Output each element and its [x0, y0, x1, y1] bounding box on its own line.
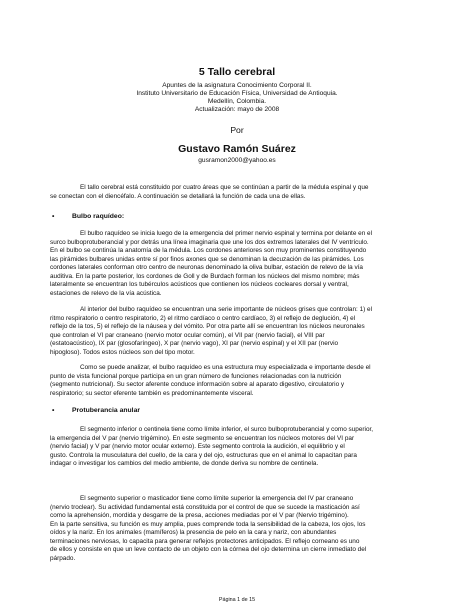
- paragraph: [50, 426, 436, 469]
- text-line: El segmento superior o masticador tiene como límite superior la emergencia del IV par craneano: [80, 495, 354, 502]
- bullet-icon: •: [52, 407, 55, 414]
- text-line: las pirámides bulbares unidas entre sí por finos axones que se denominan la decuzación de las pirámides. Los: [50, 255, 364, 263]
- intro-paragraph: [50, 184, 436, 201]
- text-line: punto de vista funcional porque participa en un gran número de funciones relacionadas con la nutrición: [50, 372, 342, 380]
- text-line: (estatoacústico), IX par (glosofaríngeo), X par (nervio vago), XI par (nervio espinal) y el XII par (nervio: [50, 340, 339, 348]
- section-heading-label: Protuberancia anular: [72, 407, 140, 414]
- author-name: Gustavo Ramón Suárez: [178, 143, 296, 155]
- text-line: como la aprehensión, mordida y desgarre de la presa, acciones mediadas por el V par (Nervio trigémino).: [50, 512, 349, 520]
- text-line: El bulbo raquídeo se inicia luego de la emergencia del primer nervio espinal y termina por delante en el: [80, 230, 373, 237]
- text-line: Al interior del bulbo raquídeo se encuentran una serie importante de núcleos grises que controlan: 1) el: [80, 306, 373, 313]
- text-line: párpado.: [50, 554, 76, 562]
- text-line: Como se puede analizar, el bulbo raquídeo es una estructura muy especializada e importante desde el: [80, 364, 371, 371]
- paragraph: [50, 306, 436, 357]
- text-line: indagar o investigar los cambios del medio ambiente, de donde deriva su nombre de centinela.: [50, 460, 319, 468]
- paragraph: [50, 364, 436, 398]
- by-label: Por: [230, 125, 244, 135]
- paragraph: [50, 495, 436, 563]
- subtitle-line: Instituto Universitario de Educación Física, Universidad de Antioquia.: [136, 90, 338, 97]
- text-line: terminaciones nerviosas, lo capacita para generar reflejos protectores anticipados. El reflejo corneano es uno: [50, 537, 360, 545]
- text-line: que controlan el VI par craneano (nervio motor ocular común), el VII par (nervio facial), el VIII par: [50, 331, 325, 339]
- paragraph: [50, 230, 436, 298]
- subtitle-line: Apuntes de la asignatura Conocimiento Corporal II.: [162, 82, 312, 89]
- subtitle-line: Medellín, Colombia.: [207, 98, 267, 105]
- text-line: (segmento nutricional). Su sector aferente conduce información sobre al aparato digestivo, circulatorio y: [50, 381, 345, 389]
- section-heading-bulbo: [52, 212, 124, 221]
- document-title: 5 Tallo cerebral: [198, 66, 276, 78]
- text-line: ritmo respiratorio o centro respiratorio, 2) el ritmo cardíaco o centro cardíaco, 3) el reflejo de deglución, 4) el: [50, 314, 356, 322]
- text-line: auditiva. En la parte posterior, los cordones de Goll y de Burdach forman los núcleos del mismo nombre; más: [50, 272, 360, 280]
- subtitle-line: Actualización: mayo de 2008: [194, 106, 280, 113]
- text-line: de ellos y consiste en que un leve contacto de un objeto con la córnea del ojo determina un cierre inmediato del: [50, 546, 367, 554]
- text-line: En el bulbo se continúa la anatomía de la médula. Los cordones anteriores son muy prominentes constituyendo: [50, 247, 367, 255]
- text-line: surco bulboprotuberancial y por detrás una línea imaginaria que une los dos extremos laterales del IV ventrículo.: [50, 238, 369, 246]
- text-line: (nervio troclear). Su actividad fundamental está constituida por el control de que se sucede la masticación así: [50, 503, 360, 511]
- text-line: gusto. Controla la musculatura del cuello, de la cara y del ojo, estructuras que en el animal lo capacitan para: [50, 451, 357, 459]
- text-line: hipogloso). Todos estos núcleos son del tipo motor.: [50, 348, 195, 356]
- text-line: la emergencia del V par (nervio trigémino). En este segmento se encuentran los núcleos motores del VI par: [50, 434, 355, 442]
- text-line: (nervio facial) y V par (nervio motor ocular externo). Este segmento controla la audición, el equilibrio y el: [50, 443, 345, 451]
- text-line: lateralmente se encuentran los tubérculos acústicos que contienen los núcleos cocleares dorsal y ventral,: [50, 281, 349, 289]
- bullet-icon: •: [52, 213, 55, 220]
- page-number: Página 1 de 15: [218, 597, 256, 603]
- author-email[interactable]: gusramon2000@yahoo.es: [198, 157, 276, 164]
- text-line: El tallo cerebral está constituido por cuatro áreas que se continúan a partir de la médula espinal y que: [80, 184, 369, 191]
- section-heading-protuberancia: [52, 406, 140, 415]
- text-line: reflejo de la tos, 5) el reflejo de la náusea y del vómito. Por otra parte allí se encuentran los núcleos neuronales: [50, 323, 365, 331]
- text-line: estaciones de relevo de la vía acústica.: [50, 289, 162, 297]
- text-line: respiratorio; su sector eferente también es predominantemente visceral.: [50, 389, 254, 397]
- section-heading-label: Bulbo raquídeo:: [72, 213, 125, 220]
- text-line: oídos y la nariz. En los animales (mamíferos) la presencia de pelo en la cara y nariz, con abundantes: [50, 529, 337, 537]
- text-line: cordones laterales conforman otro centro de neuronas denominado la oliva bulbar, estación de relevo de la vía: [50, 264, 363, 272]
- text-line: El segmento inferior o centinela tiene como límite inferior, el surco bulboprotuberancial y como superior,: [80, 426, 374, 433]
- text-line: En la parte sensitiva, su función es muy amplia, pues comprende toda la sensibilidad de la cabeza, los ojos, los: [50, 520, 366, 528]
- text-line: se conectan con el diencéfalo. A continuación se detallará la función de cada una de ellas.: [50, 192, 306, 200]
